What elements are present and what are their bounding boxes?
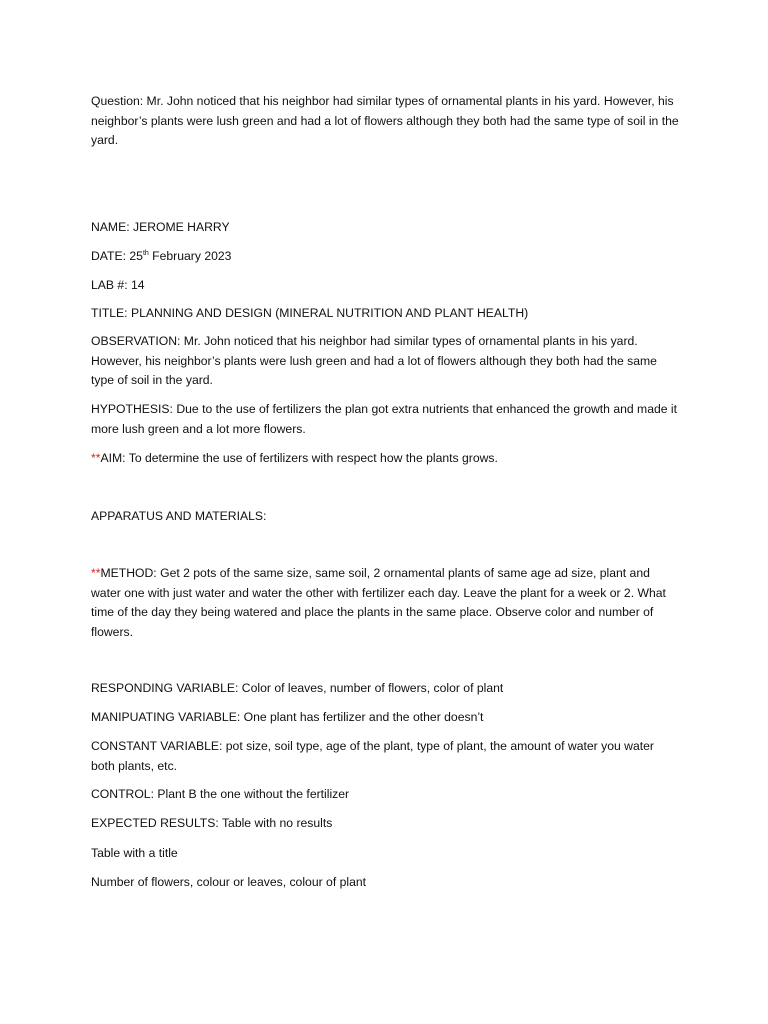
control-text: Plant B the one without the fertilizer [153, 787, 350, 801]
control-label: CONTROL: [91, 787, 154, 801]
expected-results [91, 814, 681, 834]
student-name: NAME: JEROME HARRY [91, 220, 230, 234]
observation-paragraph [91, 332, 681, 391]
responding-label: RESPONDING VARIABLE: [91, 681, 239, 695]
lab-date [91, 247, 681, 267]
method-paragraph [91, 564, 681, 642]
responding-text: Color of leaves, number of flowers, color of plant [238, 681, 504, 695]
question-paragraph: Question: Mr. John noticed that his neighbor had similar types of ornamental plants in his yard. However, his neighbor’s plants were lush green and had a lot of flowers although they both had the same type of soil in the yard. [91, 94, 679, 147]
date-prefix: DATE: 25 [91, 249, 143, 263]
hypothesis-paragraph [91, 400, 681, 439]
method-label: METHOD: [100, 566, 157, 580]
lab-title: TITLE: PLANNING AND DESIGN (MINERAL NUTRITION AND PLANT HEALTH) [91, 306, 529, 320]
constant-label: CONSTANT VARIABLE: [91, 739, 223, 753]
aim-label: AIM: [100, 451, 126, 465]
observation-label: OBSERVATION: [91, 334, 181, 348]
observation-text: Mr. John noticed that his neighbor had similar types of ornamental plants in his yard. However, his neighbor’s plants were lush green and had a lot of flowers although they both had the same type of soil in the yard. [91, 334, 657, 387]
table-title-line: Table with a title [91, 846, 178, 860]
method-text: Get 2 pots of the same size, same soil, 2 ornamental plants of same age ad size, plant and water one with just water and water the other with fertilizer each day. Leave the plant for a week or 2. What time of the day they being watered and place the plants in the same place. Observe color and number of flowers. [91, 566, 666, 639]
date-superscript: th [142, 249, 149, 257]
constant-text: pot size, soil type, age of the plant, type of plant, the amount of water you water both plants, etc. [91, 739, 654, 773]
manipulating-variable [91, 708, 681, 728]
aim-marker: ** [91, 451, 101, 465]
expected-label: EXPECTED RESULTS: [91, 816, 219, 830]
responding-variable [91, 679, 681, 699]
manipulating-label: MANIPUATING VARIABLE: [91, 710, 241, 724]
hypothesis-text: Due to the use of fertilizers the plan got extra nutrients that enhanced the growth and made it more lush green and a lot more flowers. [91, 402, 678, 436]
lab-number: LAB #: 14 [91, 278, 145, 292]
hypothesis-label: HYPOTHESIS: [91, 402, 173, 416]
constant-variable [91, 737, 681, 776]
aim-text: To determine the use of fertilizers with respect how the plants grows. [125, 451, 498, 465]
apparatus-heading: APPARATUS AND MATERIALS: [91, 509, 267, 523]
date-suffix: February 2023 [148, 249, 232, 263]
aim-paragraph [91, 449, 681, 469]
expected-text: Table with no results [218, 816, 333, 830]
table-columns-line: Number of flowers, colour or leaves, colour of plant [91, 875, 367, 889]
manipulating-text: One plant has fertilizer and the other doesn’t [240, 710, 484, 724]
control-line [91, 785, 681, 805]
method-marker: ** [91, 566, 101, 580]
